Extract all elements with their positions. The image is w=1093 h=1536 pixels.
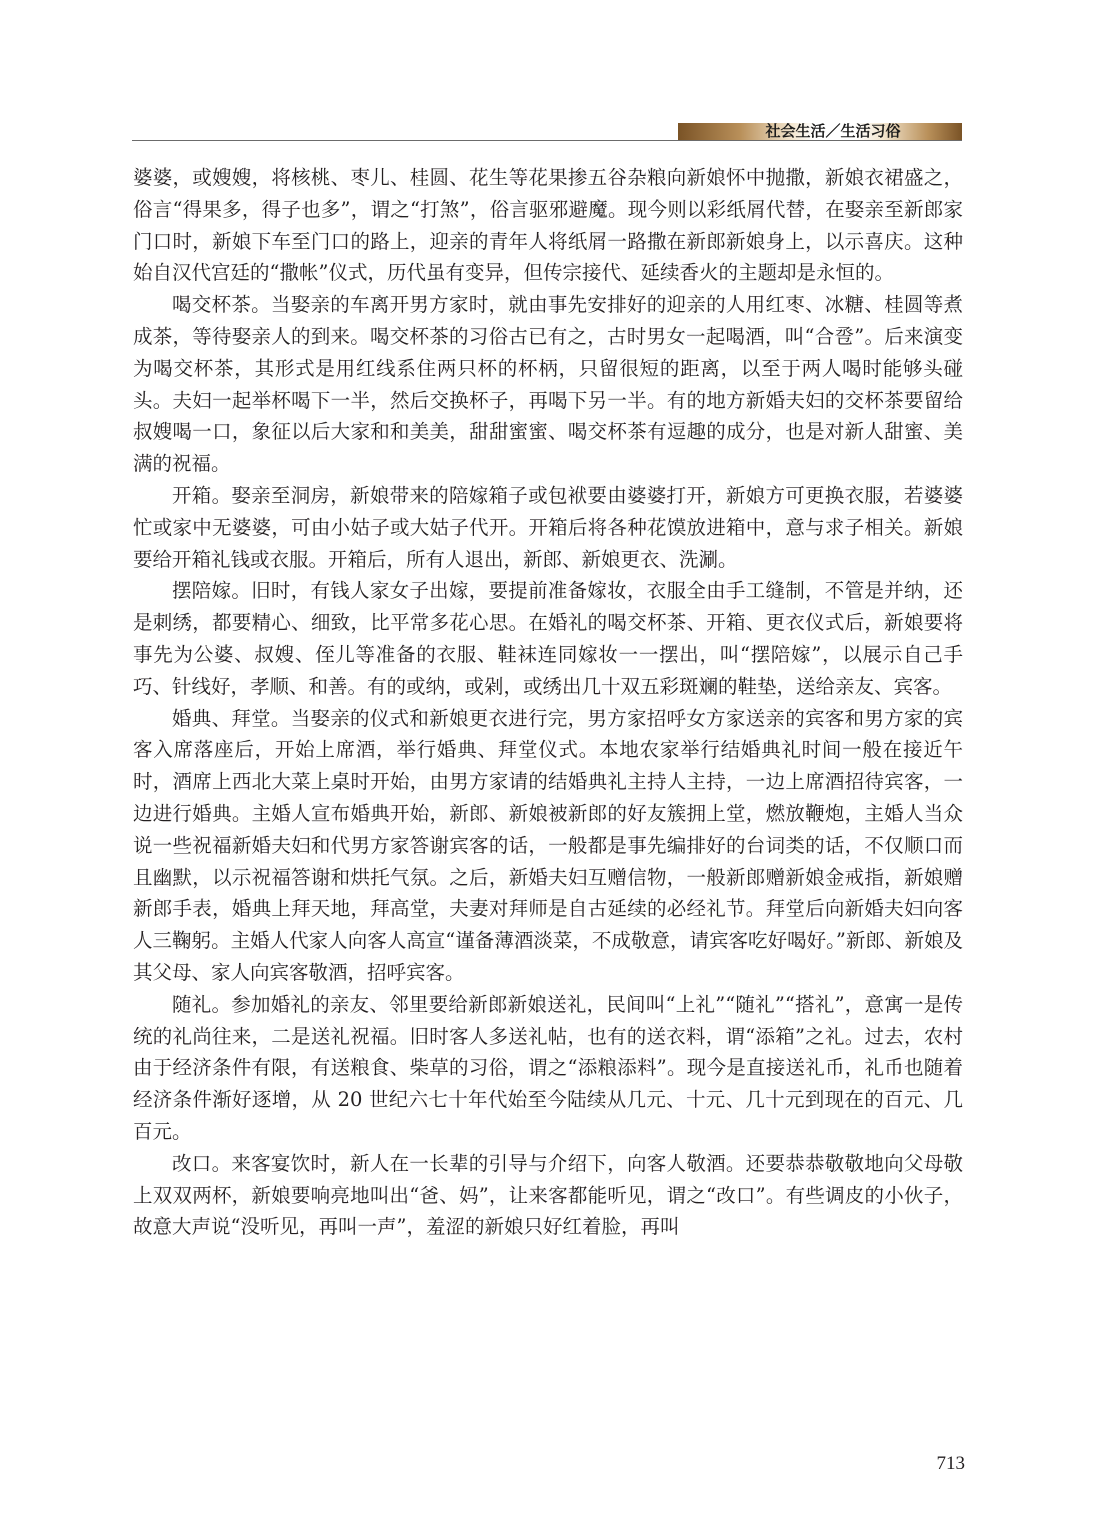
- paragraph: 开箱。娶亲至洞房，新娘带来的陪嫁箱子或包袱要由婆婆打开，新娘方可更换衣服，若婆婆忙或家中无婆婆，可由小姑子或大姑子代开。开箱后将各种花馍放进箱中，意与求子相关。新娘要给开箱礼钱或衣服。开箱后，所有人退出，新郎、新娘更衣、洗涮。: [133, 483, 963, 571]
- paragraph: 喝交杯茶。当娶亲的车离开男方家时，就由事先安排好的迎亲的人用红枣、冰糖、桂圆等煮成茶，等待娶亲人的到来。喝交杯茶的习俗古已有之，古时男女一起喝酒，叫“合卺”。后来演变为喝交杯茶，其形式是用红线系住两只杯的杯柄，只留很短的距离，以至于两人喝时能够头碰头。夫妇一起举杯喝下一半，然后交换杯子，再喝下另一半。有的地方新婚夫妇的交杯茶要留给叔嫂喝一口，象征以后大家和和美美，甜甜蜜蜜、喝交杯茶有逗趣的成分，也是对新人甜蜜、美满的祝福。: [133, 293, 963, 476]
- page-number: 713: [936, 1453, 965, 1474]
- paragraph: 摆陪嫁。旧时，有钱人家女子出嫁，要提前准备嫁妆，衣服全由手工缝制，不管是并纳，还是刺绣，都要精心、细致，比平常多花心思。在婚礼的喝交杯茶、开箱、更衣仪式后，新娘要将事先为公婆、叔嫂、侄儿等准备的衣服、鞋袜连同嫁妆一一摆出，叫“摆陪嫁”，以展示自己手巧、针线好，孝顺、和善。有的或纳，或剁，或绣出几十双五彩斑斓的鞋垫，送给亲友、宾客。: [133, 579, 963, 698]
- paragraph: 随礼。参加婚礼的亲友、邻里要给新郎新娘送礼，民间叫“上礼”“随礼”“搭礼”，意寓一是传统的礼尚往来，二是送礼祝福。旧时客人多送礼帖，也有的送衣料，谓“添箱”之礼。过去，农村由于经济条件有限，有送粮食、柴草的习俗，谓之“添粮添料”。现今是直接送礼币，礼币也随着经济条件渐好逐增，从 20 世纪六七十年代始至今陆续从几元、十元、几十元到现在的百元、几百元。: [133, 992, 963, 1143]
- paragraph: 改口。来客宴饮时，新人在一长辈的引导与介绍下，向客人敬酒。还要恭恭敬敬地向父母敬上双双两杯，新娘要响亮地叫出“爸、妈”，让来客都能听见，谓之“改口”。有些调皮的小伙子，故意大声说“没听见，再叫一声”，羞涩的新娘只好红着脸，再叫: [133, 1151, 963, 1239]
- running-header-title: 社会生活／生活习俗: [765, 122, 901, 140]
- body-text: [133, 162, 963, 1243]
- paragraph: 婆婆，或嫂嫂，将核桃、枣儿、桂圆、花生等花果掺五谷杂粮向新娘怀中抛撒，新娘衣裙盛之，俗言“得果多，得子也多”，谓之“打煞”，俗言驱邪避魔。现今则以彩纸屑代替，在娶亲至新郎家门口时，新娘下车至门口的路上，迎亲的青年人将纸屑一路撒在新郎新娘身上，以示喜庆。这种始自汉代宫廷的“撒帐”仪式，历代虽有变异，但传宗接代、延续香火的主题却是永恒的。: [133, 166, 963, 285]
- paragraph: 婚典、拜堂。当娶亲的仪式和新娘更衣进行完，男方家招呼女方家送亲的宾客和男方家的宾客入席落座后，开始上席酒，举行婚典、拜堂仪式。本地农家举行结婚典礼时间一般在接近午时，酒席上西北大菜上桌时开始，由男方家请的结婚典礼主持人主持，一边上席酒招待宾客，一边进行婚典。主婚人宣布婚典开始，新郎、新娘被新郎的好友簇拥上堂，燃放鞭炮，主婚人当众说一些祝福新婚夫妇和代男方家答谢宾客的话，一般都是事先编排好的台词类的话，不仅顺口而且幽默，以示祝福答谢和烘托气氛。之后，新婚夫妇互赠信物，一般新郎赠新娘金戒指，新娘赠新郎手表，婚典上拜天地，拜高堂，夫妻对拜师是自古延续的必经礼节。拜堂后向新婚夫妇向客人三鞠躬。主婚人代家人向客人高宣“谨备薄酒淡菜，不成敬意，请宾客吃好喝好。”新郎、新娘及其父母、家人向宾客敬酒，招呼宾客。: [133, 706, 963, 984]
